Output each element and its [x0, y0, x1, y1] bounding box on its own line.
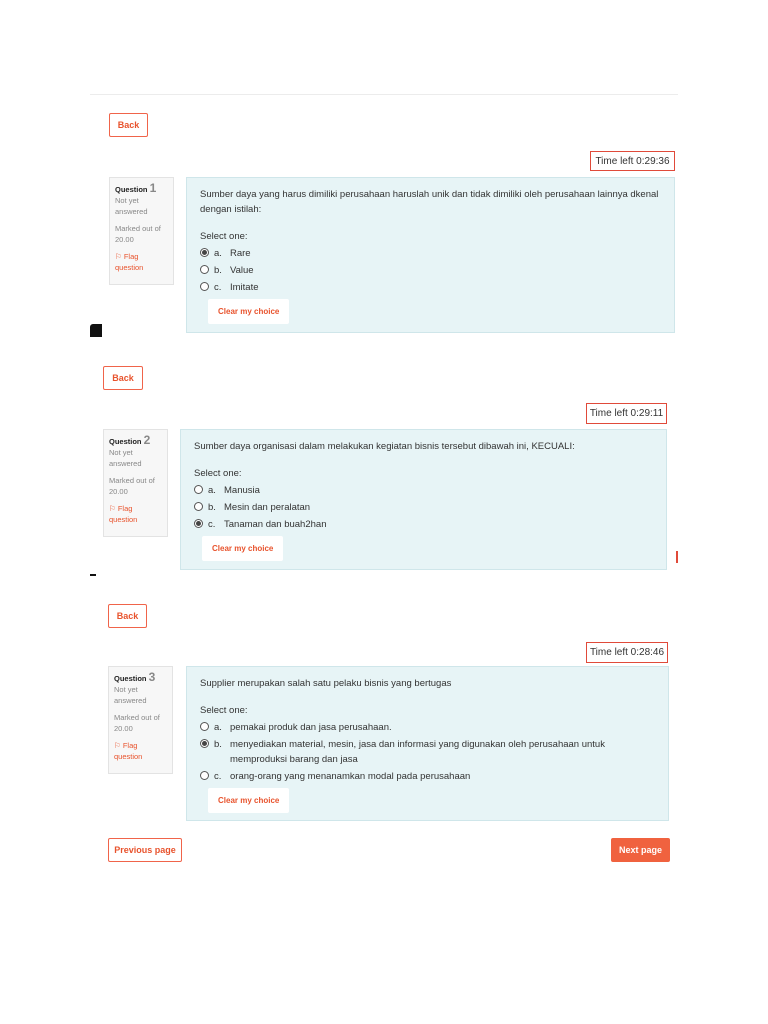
radio-unselected[interactable]: [200, 265, 209, 274]
clear-choice-button[interactable]: Clear my choice: [202, 536, 283, 561]
answer-option[interactable]: [194, 517, 653, 532]
question-text: Sumber daya organisasi dalam melakukan kegiatan bisnis tersebut dibawah ini, KECUALI:: [194, 441, 575, 452]
option-letter: b.: [214, 739, 222, 750]
question-status: Not yet answered: [115, 196, 148, 216]
back-button[interactable]: Back: [108, 604, 147, 628]
answer-option[interactable]: [200, 769, 655, 784]
flag-question-link[interactable]: ⚐ Flag question: [109, 504, 138, 524]
select-one-label: Select one:: [200, 705, 248, 716]
answer-option[interactable]: [200, 280, 661, 295]
question-status: Not yet answered: [109, 448, 142, 468]
clear-choice-button[interactable]: Clear my choice: [208, 788, 289, 813]
option-letter: c.: [214, 282, 222, 293]
option-letter: a.: [214, 722, 222, 733]
option-text: Manusia: [224, 485, 260, 496]
flag-icon: ⚐: [114, 741, 121, 750]
flag-icon: ⚐: [115, 252, 122, 261]
answer-option[interactable]: [200, 263, 661, 278]
option-text: Imitate: [230, 282, 259, 293]
radio-selected[interactable]: [200, 248, 209, 257]
marked-label: Marked out of: [114, 713, 160, 722]
question-title: Question 1: [115, 181, 157, 195]
option-letter: c.: [208, 519, 216, 530]
clear-choice-button[interactable]: Clear my choice: [208, 299, 289, 324]
question-content-panel: [186, 177, 675, 333]
option-text: Mesin dan peralatan: [224, 502, 311, 513]
option-text: Rare: [230, 248, 251, 259]
question-info-panel: [103, 429, 168, 537]
marked-label: Marked out of: [115, 224, 161, 233]
option-letter: b.: [208, 502, 216, 513]
question-content-panel: [186, 666, 669, 821]
radio-unselected[interactable]: [194, 485, 203, 494]
time-left-badge: Time left 0:29:36: [590, 151, 675, 171]
select-one-label: Select one:: [194, 468, 242, 479]
back-button[interactable]: Back: [103, 366, 143, 390]
question-text: Supplier merupakan salah satu pelaku bisnis yang bertugas: [200, 678, 452, 689]
marked-value: 20.00: [109, 487, 128, 496]
question-title: Question 2: [109, 433, 151, 447]
radio-unselected[interactable]: [200, 282, 209, 291]
option-text: Value: [230, 265, 254, 276]
marked-value: 20.00: [114, 724, 133, 733]
option-letter: c.: [214, 771, 222, 782]
question-title: Question 3: [114, 670, 156, 684]
question-info-panel: [109, 177, 174, 285]
question-content-panel: [180, 429, 667, 570]
question-status: Not yet answered: [114, 685, 147, 705]
previous-page-button[interactable]: Previous page: [108, 838, 182, 862]
flag-question-link[interactable]: ⚐ Flag question: [115, 252, 144, 272]
question-info-panel: [108, 666, 173, 774]
answer-option[interactable]: [200, 246, 661, 261]
option-letter: a.: [214, 248, 222, 259]
marked-value: 20.00: [115, 235, 134, 244]
radio-unselected[interactable]: [200, 722, 209, 731]
radio-unselected[interactable]: [194, 502, 203, 511]
top-divider: [90, 94, 678, 95]
next-page-button[interactable]: Next page: [611, 838, 670, 862]
screenshot-edge-mark: [676, 551, 678, 563]
option-text: orang-orang yang menanamkan modal pada perusahaan: [230, 771, 471, 782]
time-left-badge: Time left 0:29:11: [586, 403, 667, 424]
answer-option[interactable]: [194, 483, 653, 498]
screenshot-edge-mark: [90, 324, 102, 337]
option-letter: b.: [214, 265, 222, 276]
flag-icon: ⚐: [109, 504, 116, 513]
option-text: pemakai produk dan jasa perusahaan.: [230, 722, 392, 733]
answer-option[interactable]: [200, 737, 655, 767]
flag-question-link[interactable]: ⚐ Flag question: [114, 741, 143, 761]
question-text: Sumber daya yang harus dimiliki perusahaan haruslah unik dan tidak dimiliki oleh perusahaan lainnya dkenal dengan istilah:: [200, 189, 659, 215]
option-letter: a.: [208, 485, 216, 496]
time-left-badge: Time left 0:28:46: [586, 642, 668, 663]
option-text: menyediakan material, mesin, jasa dan informasi yang digunakan oleh perusahaan untuk memproduksi barang dan jasa: [230, 739, 605, 765]
option-text: Tanaman dan buah2han: [224, 519, 327, 530]
answer-option[interactable]: [200, 720, 655, 735]
radio-unselected[interactable]: [200, 771, 209, 780]
screenshot-edge-mark: [90, 574, 96, 576]
answer-option[interactable]: [194, 500, 653, 515]
back-button[interactable]: Back: [109, 113, 148, 137]
radio-selected[interactable]: [200, 739, 209, 748]
marked-label: Marked out of: [109, 476, 155, 485]
radio-selected[interactable]: [194, 519, 203, 528]
select-one-label: Select one:: [200, 231, 248, 242]
